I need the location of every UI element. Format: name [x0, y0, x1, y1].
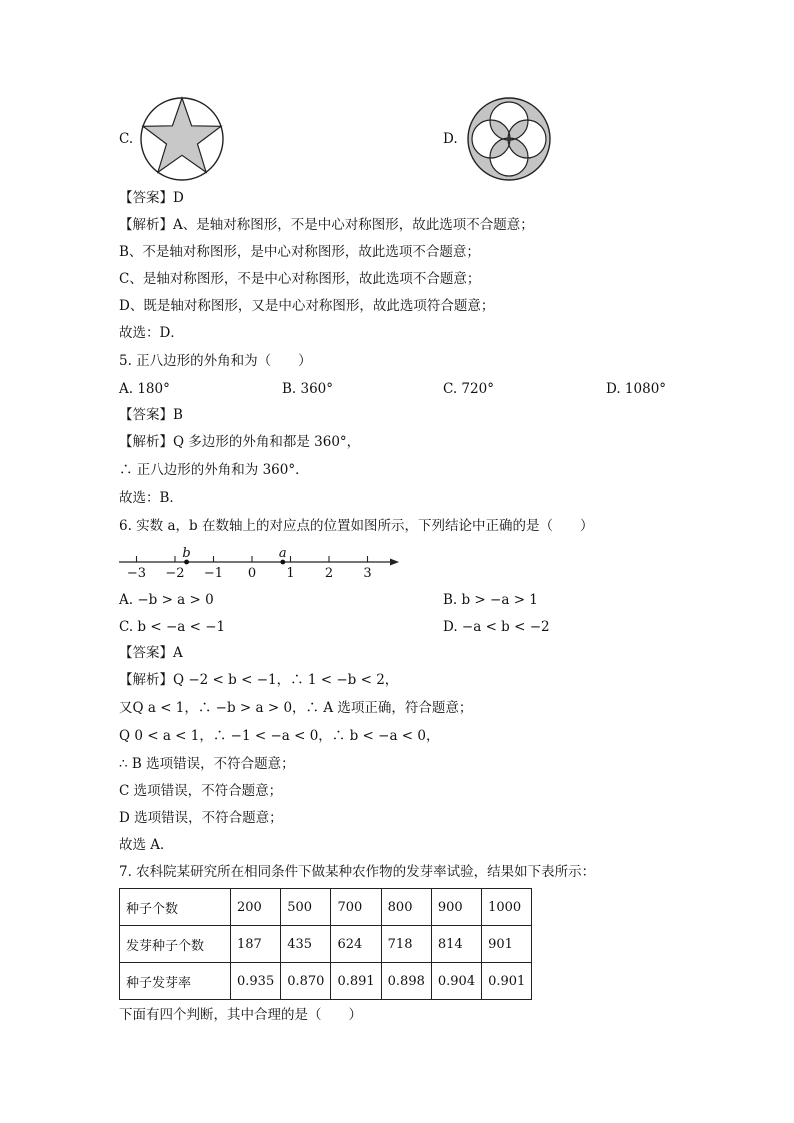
number-line-tick-label: −2 [165, 566, 185, 581]
q4-analysis-line: C、是轴对称图形，不是中心对称图形，故此选项不合题意； [119, 271, 481, 287]
table-cell: 700 [331, 889, 381, 926]
option-c-label: C. [119, 131, 134, 147]
q5-analysis-line: 故选：B． [119, 490, 183, 506]
q4-answer: 【答案】D [119, 190, 184, 206]
table-cell: 0.870 [281, 963, 331, 1000]
table-cell: 0.935 [231, 963, 281, 1000]
table-cell: 0.901 [482, 963, 532, 1000]
number-line-tick-label: 2 [324, 566, 334, 581]
q4-analysis-line: 【解析】A、是轴对称图形，不是中心对称图形，故此选项不合题意； [119, 217, 534, 233]
number-line-figure [112, 542, 412, 582]
table-cell: 624 [331, 926, 381, 963]
q5-option-a: A. 180° [119, 381, 170, 397]
number-line-tick-label: 3 [363, 566, 372, 581]
q4-analysis-line: D、既是轴对称图形，又是中心对称图形，故此选项符合题意； [119, 298, 495, 314]
number-line-tick-label: −1 [203, 566, 224, 581]
table-cell: 0.898 [381, 963, 431, 1000]
q6-analysis-line: D 选项错误，不符合题意； [119, 810, 283, 826]
table-cell: 200 [231, 889, 281, 926]
number-line-tick-label: 0 [247, 566, 257, 581]
q6-analysis-line: 故选 A． [119, 837, 174, 853]
row-header: 发芽种子个数 [120, 926, 231, 963]
q6-analysis-line: C 选项错误，不符合题意； [119, 783, 283, 799]
q6-stem: 6. 实数 a，b 在数轴上的对应点的位置如图所示，下列结论中正确的是（ ） [119, 518, 594, 534]
q6-analysis-line: Q 0 < a < 1，∴ −1 < −a < 0，∴ b < −a < 0， [119, 728, 440, 744]
table-cell: 0.891 [331, 963, 381, 1000]
table-cell: 0.904 [431, 963, 481, 1000]
germination-table [119, 888, 532, 1000]
star-in-circle-figure [138, 95, 226, 183]
table-row [120, 889, 532, 926]
q4-analysis-line: B、不是轴对称图形，是中心对称图形，故此选项不合题意； [119, 244, 480, 260]
q5-option-b: B. 360° [282, 381, 334, 397]
table-row [120, 926, 532, 963]
q7-stem: 7. 农科院某研究所在相同条件下做某种农作物的发芽率试验，结果如下表所示： [119, 864, 596, 880]
table-cell: 814 [431, 926, 481, 963]
table-row [120, 963, 532, 1000]
q5-analysis-line: ∴ 正八边形的外角和为 360°． [119, 462, 309, 478]
number-line-arrow [390, 559, 399, 566]
table-cell: 500 [281, 889, 331, 926]
table-cell: 900 [431, 889, 481, 926]
number-line-tick-label: 1 [286, 566, 295, 581]
q6-answer: 【答案】A [119, 645, 183, 661]
q5-answer: 【答案】B [119, 407, 183, 423]
q7-after-table: 下面有四个判断，其中合理的是（ ） [119, 1007, 362, 1023]
q6-analysis-line: 【解析】Q −2 < b < −1，∴ 1 < −b < 2， [119, 672, 399, 688]
number-line-tick-label: −3 [126, 566, 147, 581]
option-d-label: D. [443, 131, 458, 147]
row-header: 种子发芽率 [120, 963, 231, 1000]
table-cell: 435 [281, 926, 331, 963]
table-cell: 1000 [482, 889, 532, 926]
four-petal-circle-figure [465, 95, 553, 183]
table-cell: 718 [381, 926, 431, 963]
q6-option-b: B. b > −a > 1 [443, 592, 538, 608]
q6-option-d: D. −a < b < −2 [443, 619, 550, 635]
point-a-label: a [278, 546, 287, 561]
q6-analysis-line: 又Q a < 1，∴ −b > a > 0，∴ A 选项正确，符合题意； [119, 700, 473, 716]
row-header: 种子个数 [120, 889, 231, 926]
q5-option-d: D. 1080° [606, 381, 667, 397]
q4-analysis-line: 故选：D． [119, 325, 184, 341]
q6-option-a: A. −b > a > 0 [119, 592, 214, 608]
table-cell: 901 [482, 926, 532, 963]
q6-analysis-line: ∴ B 选项错误，不符合题意； [119, 756, 295, 772]
q5-analysis-line: 【解析】Q 多边形的外角和都是 360°， [119, 434, 361, 450]
table-cell: 800 [381, 889, 431, 926]
point-b-label: b [182, 546, 191, 561]
q5-option-c: C. 720° [443, 381, 494, 397]
q6-option-c: C. b < −a < −1 [119, 619, 226, 635]
q5-stem: 5. 正八边形的外角和为（ ） [119, 353, 312, 369]
table-cell: 187 [231, 926, 281, 963]
